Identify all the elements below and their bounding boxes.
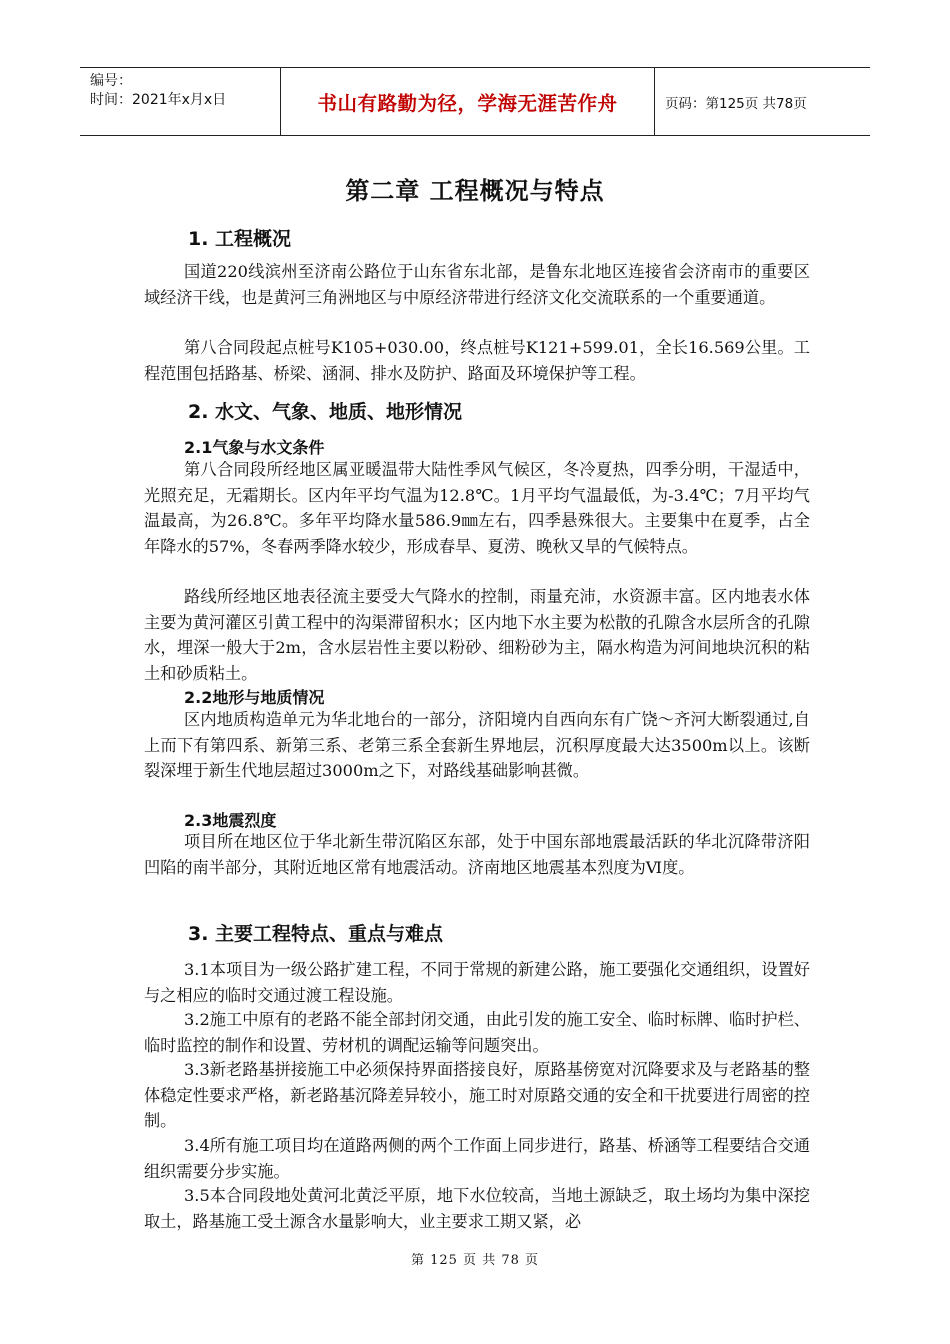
- section-heading-1: 1. 工程概况: [188, 228, 292, 250]
- header-motto: 书山有路勤为径，学海无涯苦作舟: [281, 68, 655, 135]
- page-footer: 第 125 页 共 78 页: [410, 1253, 540, 1268]
- paragraph: 第八合同段所经地区属亚暖温带大陆性季风气候区，冬冷夏热，四季分明，干湿适中，光照充足，无霜期长。区内年平均气温为12.8℃。1月平均气温最低，为-3.4℃；7月平均气温最高，为26.8℃。多年平均降水量586.9㎜左右，四季悬殊很大。主要集中在夏季，占全年降水的57%，冬春两季降水较少，形成春旱、夏涝、晚秋又旱的气候特点。: [144, 460, 810, 556]
- paragraph: 国道220线滨州至济南公路位于山东省东北部，是鲁东北地区连接省会济南市的重要区域经济干线，也是黄河三角洲地区与中原经济带进行经济文化交流联系的一个重要通道。: [144, 262, 810, 307]
- number-label: 编号：: [90, 73, 132, 89]
- paragraph: 3.2施工中原有的老路不能全部封闭交通，由此引发的施工安全、临时标牌、临时护栏、临时监控的制作和设置、劳材机的调配运输等问题突出。: [144, 1010, 810, 1055]
- chapter-title: 第二章 工程概况与特点: [345, 177, 605, 205]
- paragraph: 第八合同段起点桩号K105+030.00，终点桩号K121+599.01，全长16.569公里。工程范围包括路基、桥梁、涵洞、排水及防护、路面及环境保护等工程。: [144, 338, 810, 383]
- paragraph: 3.4所有施工项目均在道路两侧的两个工作面上同步进行，路基、桥涵等工程要结合交通组织需要分步实施。: [144, 1136, 810, 1181]
- paragraph: 区内地质构造单元为华北地台的一部分，济阳境内自西向东有广饶～齐河大断裂通过,自上而下有第四系、新第三系、老第三系全套新生界地层，沉积厚度最大达3500m以上。该断裂深埋于新生代地层超过3000m之下，对路线基础影响甚微。: [144, 710, 810, 781]
- subsection-heading-2-3: 2.3地震烈度: [184, 811, 277, 830]
- paragraph: 3.1本项目为一级公路扩建工程，不同于常规的新建公路，施工要强化交通组织，设置好与之相应的临时交通过渡工程设施。: [144, 960, 810, 1005]
- header-meta: [80, 68, 281, 135]
- paragraph: 3.3新老路基拼接施工中必须保持界面搭接良好，原路基傍宽对沉降要求及与老路基的整体稳定性要求严格，新老路基沉降差异较小，施工时对原路交通的安全和干扰要进行周密的控制。: [144, 1060, 810, 1131]
- subsection-heading-2-2: 2.2地形与地质情况: [184, 688, 325, 707]
- subsection-heading-2-1: 2.1气象与水文条件: [184, 438, 325, 457]
- header-page-info: 页码：第125页 共78页: [665, 95, 807, 112]
- section-heading-3: 3. 主要工程特点、重点与难点: [188, 923, 444, 945]
- section-heading-2: 2. 水文、气象、地质、地形情况: [188, 401, 463, 423]
- paragraph: 项目所在地区位于华北新生带沉陷区东部，处于中国东部地震最活跃的华北沉降带济阳凹陷的南半部分，其附近地区常有地震活动。济南地区地震基本烈度为Ⅵ度。: [144, 832, 810, 877]
- document-header: [80, 67, 870, 136]
- time-label: 时间：2021年x月x日: [90, 92, 227, 108]
- paragraph: 路线所经地区地表径流主要受大气降水的控制，雨量充沛，水资源丰富。区内地表水体主要为黄河灌区引黄工程中的沟渠滞留积水；区内地下水主要为松散的孔隙含水层所含的孔隙水，埋深一般大于2m，含水层岩性主要以粉砂、细粉砂为主，隔水构造为河间地块沉积的粘土和砂质粘土。: [144, 587, 810, 683]
- paragraph: 3.5本合同段地处黄河北黄泛平原，地下水位较高，当地土源缺乏，取土场均为集中深挖取土，路基施工受土源含水量影响大，业主要求工期又紧，必: [144, 1186, 810, 1231]
